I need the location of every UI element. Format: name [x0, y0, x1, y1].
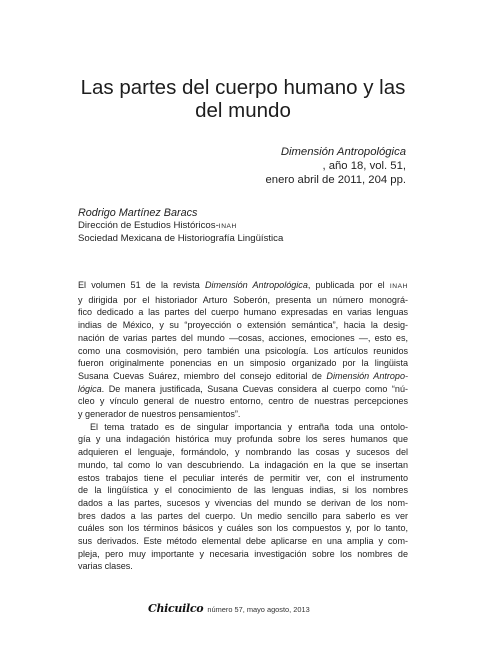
body-line: cleo y vínculo general de nuestro entorno, centro de nuestras percepciones — [78, 396, 408, 407]
journal-name: lógica — [78, 383, 102, 394]
body-line: nación de varias partes del mundo —cosas, acciones, emociones —, esto es, — [78, 332, 408, 343]
author-affiliation-1 — [78, 220, 418, 233]
body-line: bres dados a las partes del cuerpo. Un medio sencillo para saberlo es ver — [78, 510, 408, 521]
affiliation-1-acronym: INAH — [218, 223, 237, 230]
body-line — [78, 279, 408, 294]
body-line: sus derivados. Este método elemental debe aplicarse en una amplia y com- — [78, 536, 408, 547]
citation-line-2: enero abril de 2011, 204 pp. — [265, 174, 406, 186]
article-body — [78, 279, 408, 573]
article-title — [78, 76, 408, 122]
body-line: estos trabajos tiene el peculiar interés de permitir ver, con el instrumento — [78, 472, 408, 483]
title-line-1: Las partes del cuerpo humano y las — [80, 76, 406, 99]
body-line: y generador de nuestros pensamientos”. — [78, 409, 241, 420]
body-line — [78, 383, 408, 396]
book-citation — [120, 145, 406, 187]
journal-name: Dimensión Antropológica — [204, 280, 308, 290]
body-line: fico dedicado a las partes del cuerpo humano expresadas en varias lenguas — [78, 307, 408, 318]
body-line: varias clases. — [78, 561, 133, 572]
paragraph-2 — [78, 421, 408, 573]
body-line: indias de México, y su “proyección o extensión semántica”, hacia la desig- — [78, 320, 408, 331]
body-line: gía y una indagación histórica muy profunda sobre los seres humanos que — [78, 434, 408, 445]
body-line: y dirigida por el historiador Arturo Soberón, presenta un número monográ- — [78, 294, 408, 305]
title-line-2: del mundo — [195, 99, 291, 122]
author-name: Rodrigo Martínez Baracs — [78, 207, 198, 219]
acronym: INAH — [389, 283, 408, 290]
body-line: de la lingüística y el conocimiento de las lenguas indias, si los nombres — [78, 485, 408, 496]
citation-details: , año 18, vol. 51, — [322, 160, 406, 172]
body-line: dados a las partes, sucesos y vivencias del mundo se derivan de los nom- — [78, 497, 408, 508]
text-run: , publicada por el — [307, 280, 390, 290]
journal-logo: Chicuilco — [148, 602, 204, 615]
journal-name: Dimensión Antropo- — [326, 370, 408, 381]
body-line: cuáles son los términos básicos y cuáles son los compuestos y, por lo tanto, — [78, 523, 408, 534]
page-footer — [148, 604, 348, 615]
issue-info: número 57, mayo agosto, 2013 — [207, 605, 310, 614]
body-line: fueron originalmente ponencias en un simposio organizado por la lingüista — [78, 358, 408, 369]
affiliation-1-text: Dirección de Estudios Históricos- — [78, 220, 219, 231]
journal-name: Dimensión Antropológica — [280, 146, 406, 158]
body-line — [78, 370, 408, 383]
text-run: El volumen 51 de la revista — [78, 280, 205, 290]
text-run: Susana Cuevas Suárez, miembro del consejo editorial de — [78, 370, 327, 381]
citation-line-1 — [120, 145, 406, 173]
author-affiliation-2: Sociedad Mexicana de Historiografía Lingüística — [78, 232, 284, 244]
body-line: mundo, tal como lo van descubriendo. La indagación en la que se insertan — [78, 459, 408, 470]
text-run: . De manera justificada, Susana Cuevas considera al cuerpo como “nú- — [101, 383, 408, 394]
author-block — [78, 207, 418, 244]
paragraph-1 — [78, 279, 408, 421]
body-line: pleja, pero muy importante y necesaria investigación sobre los nombres de — [78, 548, 408, 559]
body-line: como una cosmovisión, pero también una psicología. Los artículos reunidos — [78, 345, 408, 356]
body-line: El tema tratado es de singular importancia y entraña toda una ontolo- — [90, 421, 408, 432]
body-line: adquieren el lenguaje, formándolo, y nombrando las cosas y sucesos del — [78, 447, 408, 458]
